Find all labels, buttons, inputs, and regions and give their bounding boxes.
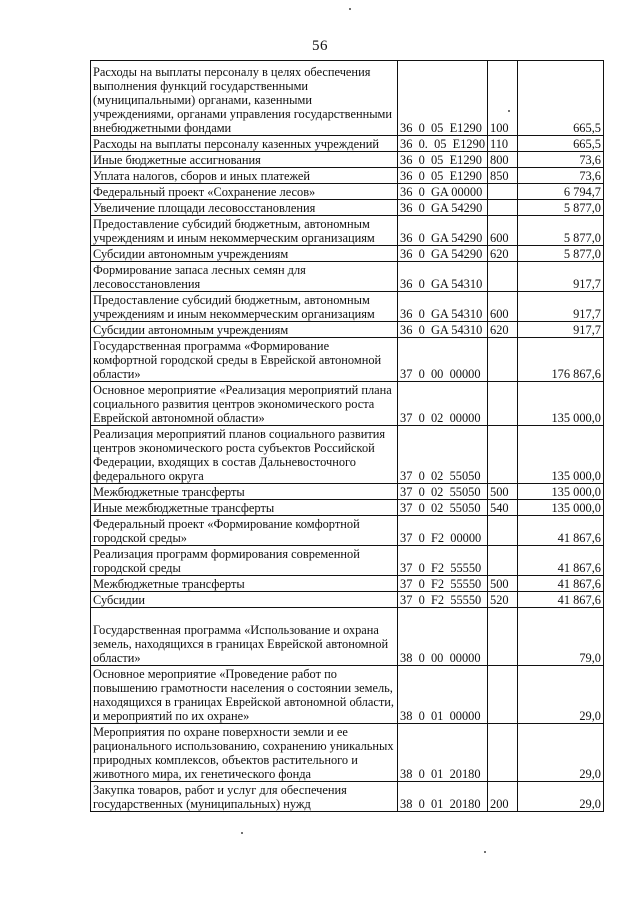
row-amount-cell: 5 877,0: [518, 200, 604, 216]
table-row: [91, 152, 604, 168]
row-vr-cell: 620: [488, 246, 518, 262]
row-name-cell: Субсидии: [91, 592, 398, 608]
row-vr-cell: 500: [488, 484, 518, 500]
row-amount-cell: 29,0: [518, 666, 604, 724]
row-code-cell: 38 0 00 00000: [398, 608, 488, 666]
row-vr-cell: 850: [488, 168, 518, 184]
table-row: [91, 576, 604, 592]
table-row: [91, 608, 604, 666]
table-row: [91, 484, 604, 500]
table-row: [91, 246, 604, 262]
row-vr-cell: [488, 724, 518, 782]
row-code-cell: 36 0 GA 54290: [398, 200, 488, 216]
table-row: [91, 592, 604, 608]
row-code-cell: 36 0 05 E1290: [398, 61, 488, 136]
row-vr-cell: [488, 516, 518, 546]
row-vr-cell: 540: [488, 500, 518, 516]
scan-speck: [484, 851, 486, 853]
row-vr-cell: 520: [488, 592, 518, 608]
table-row: [91, 168, 604, 184]
row-name-cell: Предоставление субсидий бюджетным, автономным учреждениям и иным некоммерческим организациям: [91, 216, 398, 246]
row-name-cell: Формирование запаса лесных семян для лесовосстановления: [91, 262, 398, 292]
row-vr-cell: 600: [488, 292, 518, 322]
row-vr-cell: [488, 608, 518, 666]
row-vr-cell: 500: [488, 576, 518, 592]
row-code-cell: 37 0 02 55050: [398, 426, 488, 484]
row-amount-cell: 29,0: [518, 724, 604, 782]
row-vr-cell: 620: [488, 322, 518, 338]
table-row: [91, 200, 604, 216]
row-name-cell: Реализация программ формирования современной городской среды: [91, 546, 398, 576]
row-vr-cell: [488, 546, 518, 576]
row-amount-cell: 5 877,0: [518, 246, 604, 262]
row-vr-cell: 600: [488, 216, 518, 246]
row-name-cell: Межбюджетные трансферты: [91, 484, 398, 500]
table-row: [91, 782, 604, 812]
row-vr-cell: 800: [488, 152, 518, 168]
row-name-cell: Основное мероприятие «Проведение работ по повышению грамотности населения о состоянии земель, находящихся в границах Еврейской автономной области, и мероприятий по их охране»: [91, 666, 398, 724]
row-code-cell: 37 0 02 55050: [398, 500, 488, 516]
row-vr-cell: 110: [488, 136, 518, 152]
row-code-cell: 36 0 GA 54310: [398, 292, 488, 322]
table-row: [91, 262, 604, 292]
row-amount-cell: 176 867,6: [518, 338, 604, 382]
row-vr-cell: [488, 200, 518, 216]
table-row: [91, 426, 604, 484]
table-row: [91, 382, 604, 426]
row-amount-cell: 73,6: [518, 168, 604, 184]
row-amount-cell: 917,7: [518, 292, 604, 322]
row-name-cell: Субсидии автономным учреждениям: [91, 322, 398, 338]
row-name-cell: Реализация мероприятий планов социального развития центров экономического роста субъектов Российской Федерации, входящих в состав Дальневосточного федерального округа: [91, 426, 398, 484]
row-vr-cell: [488, 338, 518, 382]
row-vr-cell: [488, 382, 518, 426]
row-name-cell: Государственная программа «Формирование комфортной городской среды в Еврейской автономной области»: [91, 338, 398, 382]
row-name-cell: Иные бюджетные ассигнования: [91, 152, 398, 168]
row-amount-cell: 917,7: [518, 322, 604, 338]
row-name-cell: Федеральный проект «Формирование комфортной городской среды»: [91, 516, 398, 546]
row-name-cell: Основное мероприятие «Реализация мероприятий плана социального развития центров экономического роста Еврейской автономной области»: [91, 382, 398, 426]
row-amount-cell: 135 000,0: [518, 382, 604, 426]
row-code-cell: 36 0 GA 00000: [398, 184, 488, 200]
row-name-cell: Субсидии автономным учреждениям: [91, 246, 398, 262]
row-code-cell: 37 0 02 00000: [398, 382, 488, 426]
row-vr-cell: 200: [488, 782, 518, 812]
row-name-cell: Расходы на выплаты персоналу в целях обеспечения выполнения функций государственными (муниципальными) органами, казенными учреждениями, органами управления государственными внебюджетными фондами: [91, 61, 398, 136]
row-code-cell: 36 0 GA 54310: [398, 262, 488, 292]
row-amount-cell: 41 867,6: [518, 516, 604, 546]
row-name-cell: Межбюджетные трансферты: [91, 576, 398, 592]
row-code-cell: 36 0 GA 54290: [398, 246, 488, 262]
table-row: [91, 516, 604, 546]
row-amount-cell: 79,0: [518, 608, 604, 666]
row-name-cell: Федеральный проект «Сохранение лесов»: [91, 184, 398, 200]
scan-speck: [349, 8, 351, 10]
row-name-cell: Закупка товаров, работ и услуг для обеспечения государственных (муниципальных) нужд: [91, 782, 398, 812]
row-code-cell: 36 0 05 E1290: [398, 152, 488, 168]
budget-table: [90, 60, 604, 812]
scan-speck: [241, 832, 243, 834]
table-row: [91, 136, 604, 152]
row-amount-cell: 73,6: [518, 152, 604, 168]
row-code-cell: 36 0. 05 E1290: [398, 136, 488, 152]
row-code-cell: 38 0 01 20180: [398, 724, 488, 782]
row-name-cell: Расходы на выплаты персоналу казенных учреждений: [91, 136, 398, 152]
row-code-cell: 36 0 GA 54290: [398, 216, 488, 246]
row-code-cell: 37 0 F2 55550: [398, 576, 488, 592]
row-name-cell: Иные межбюджетные трансферты: [91, 500, 398, 516]
row-vr-cell: [488, 262, 518, 292]
row-amount-cell: 41 867,6: [518, 546, 604, 576]
row-amount-cell: 135 000,0: [518, 500, 604, 516]
row-code-cell: 37 0 F2 00000: [398, 516, 488, 546]
row-amount-cell: 29,0: [518, 782, 604, 812]
row-amount-cell: 6 794,7: [518, 184, 604, 200]
row-code-cell: 36 0 05 E1290: [398, 168, 488, 184]
table-row: [91, 322, 604, 338]
table-row: [91, 666, 604, 724]
row-name-cell: Увеличение площади лесовосстановления: [91, 200, 398, 216]
table-row: [91, 500, 604, 516]
row-code-cell: 38 0 01 20180: [398, 782, 488, 812]
row-amount-cell: 665,5: [518, 136, 604, 152]
row-amount-cell: 41 867,6: [518, 576, 604, 592]
row-code-cell: 37 0 F2 55550: [398, 546, 488, 576]
row-amount-cell: 5 877,0: [518, 216, 604, 246]
row-code-cell: 37 0 02 55050: [398, 484, 488, 500]
table-row: [91, 546, 604, 576]
row-amount-cell: 135 000,0: [518, 484, 604, 500]
row-amount-cell: 41 867,6: [518, 592, 604, 608]
table-row: [91, 216, 604, 246]
row-name-cell: Государственная программа «Использование и охрана земель, находящихся в границах Еврейской автономной области»: [91, 608, 398, 666]
row-vr-cell: 100: [488, 61, 518, 136]
row-amount-cell: 917,7: [518, 262, 604, 292]
row-code-cell: 37 0 00 00000: [398, 338, 488, 382]
row-name-cell: Мероприятия по охране поверхности земли и ее рационального использованию, сохранению уникальных природных комплексов, объектов растительного и животного мира, их генетического фонда: [91, 724, 398, 782]
row-code-cell: 37 0 F2 55550: [398, 592, 488, 608]
table-row: [91, 724, 604, 782]
table-row: [91, 184, 604, 200]
row-name-cell: Предоставление субсидий бюджетным, автономным учреждениям и иным некоммерческим организациям: [91, 292, 398, 322]
table-row: [91, 61, 604, 136]
budget-table-body: [91, 61, 604, 812]
row-vr-cell: [488, 426, 518, 484]
row-vr-cell: [488, 666, 518, 724]
table-row: [91, 338, 604, 382]
page-number: 56: [312, 38, 328, 54]
row-code-cell: 38 0 01 00000: [398, 666, 488, 724]
row-vr-cell: [488, 184, 518, 200]
row-name-cell: Уплата налогов, сборов и иных платежей: [91, 168, 398, 184]
table-row: [91, 292, 604, 322]
row-amount-cell: 665,5: [518, 61, 604, 136]
row-amount-cell: 135 000,0: [518, 426, 604, 484]
row-code-cell: 36 0 GA 54310: [398, 322, 488, 338]
